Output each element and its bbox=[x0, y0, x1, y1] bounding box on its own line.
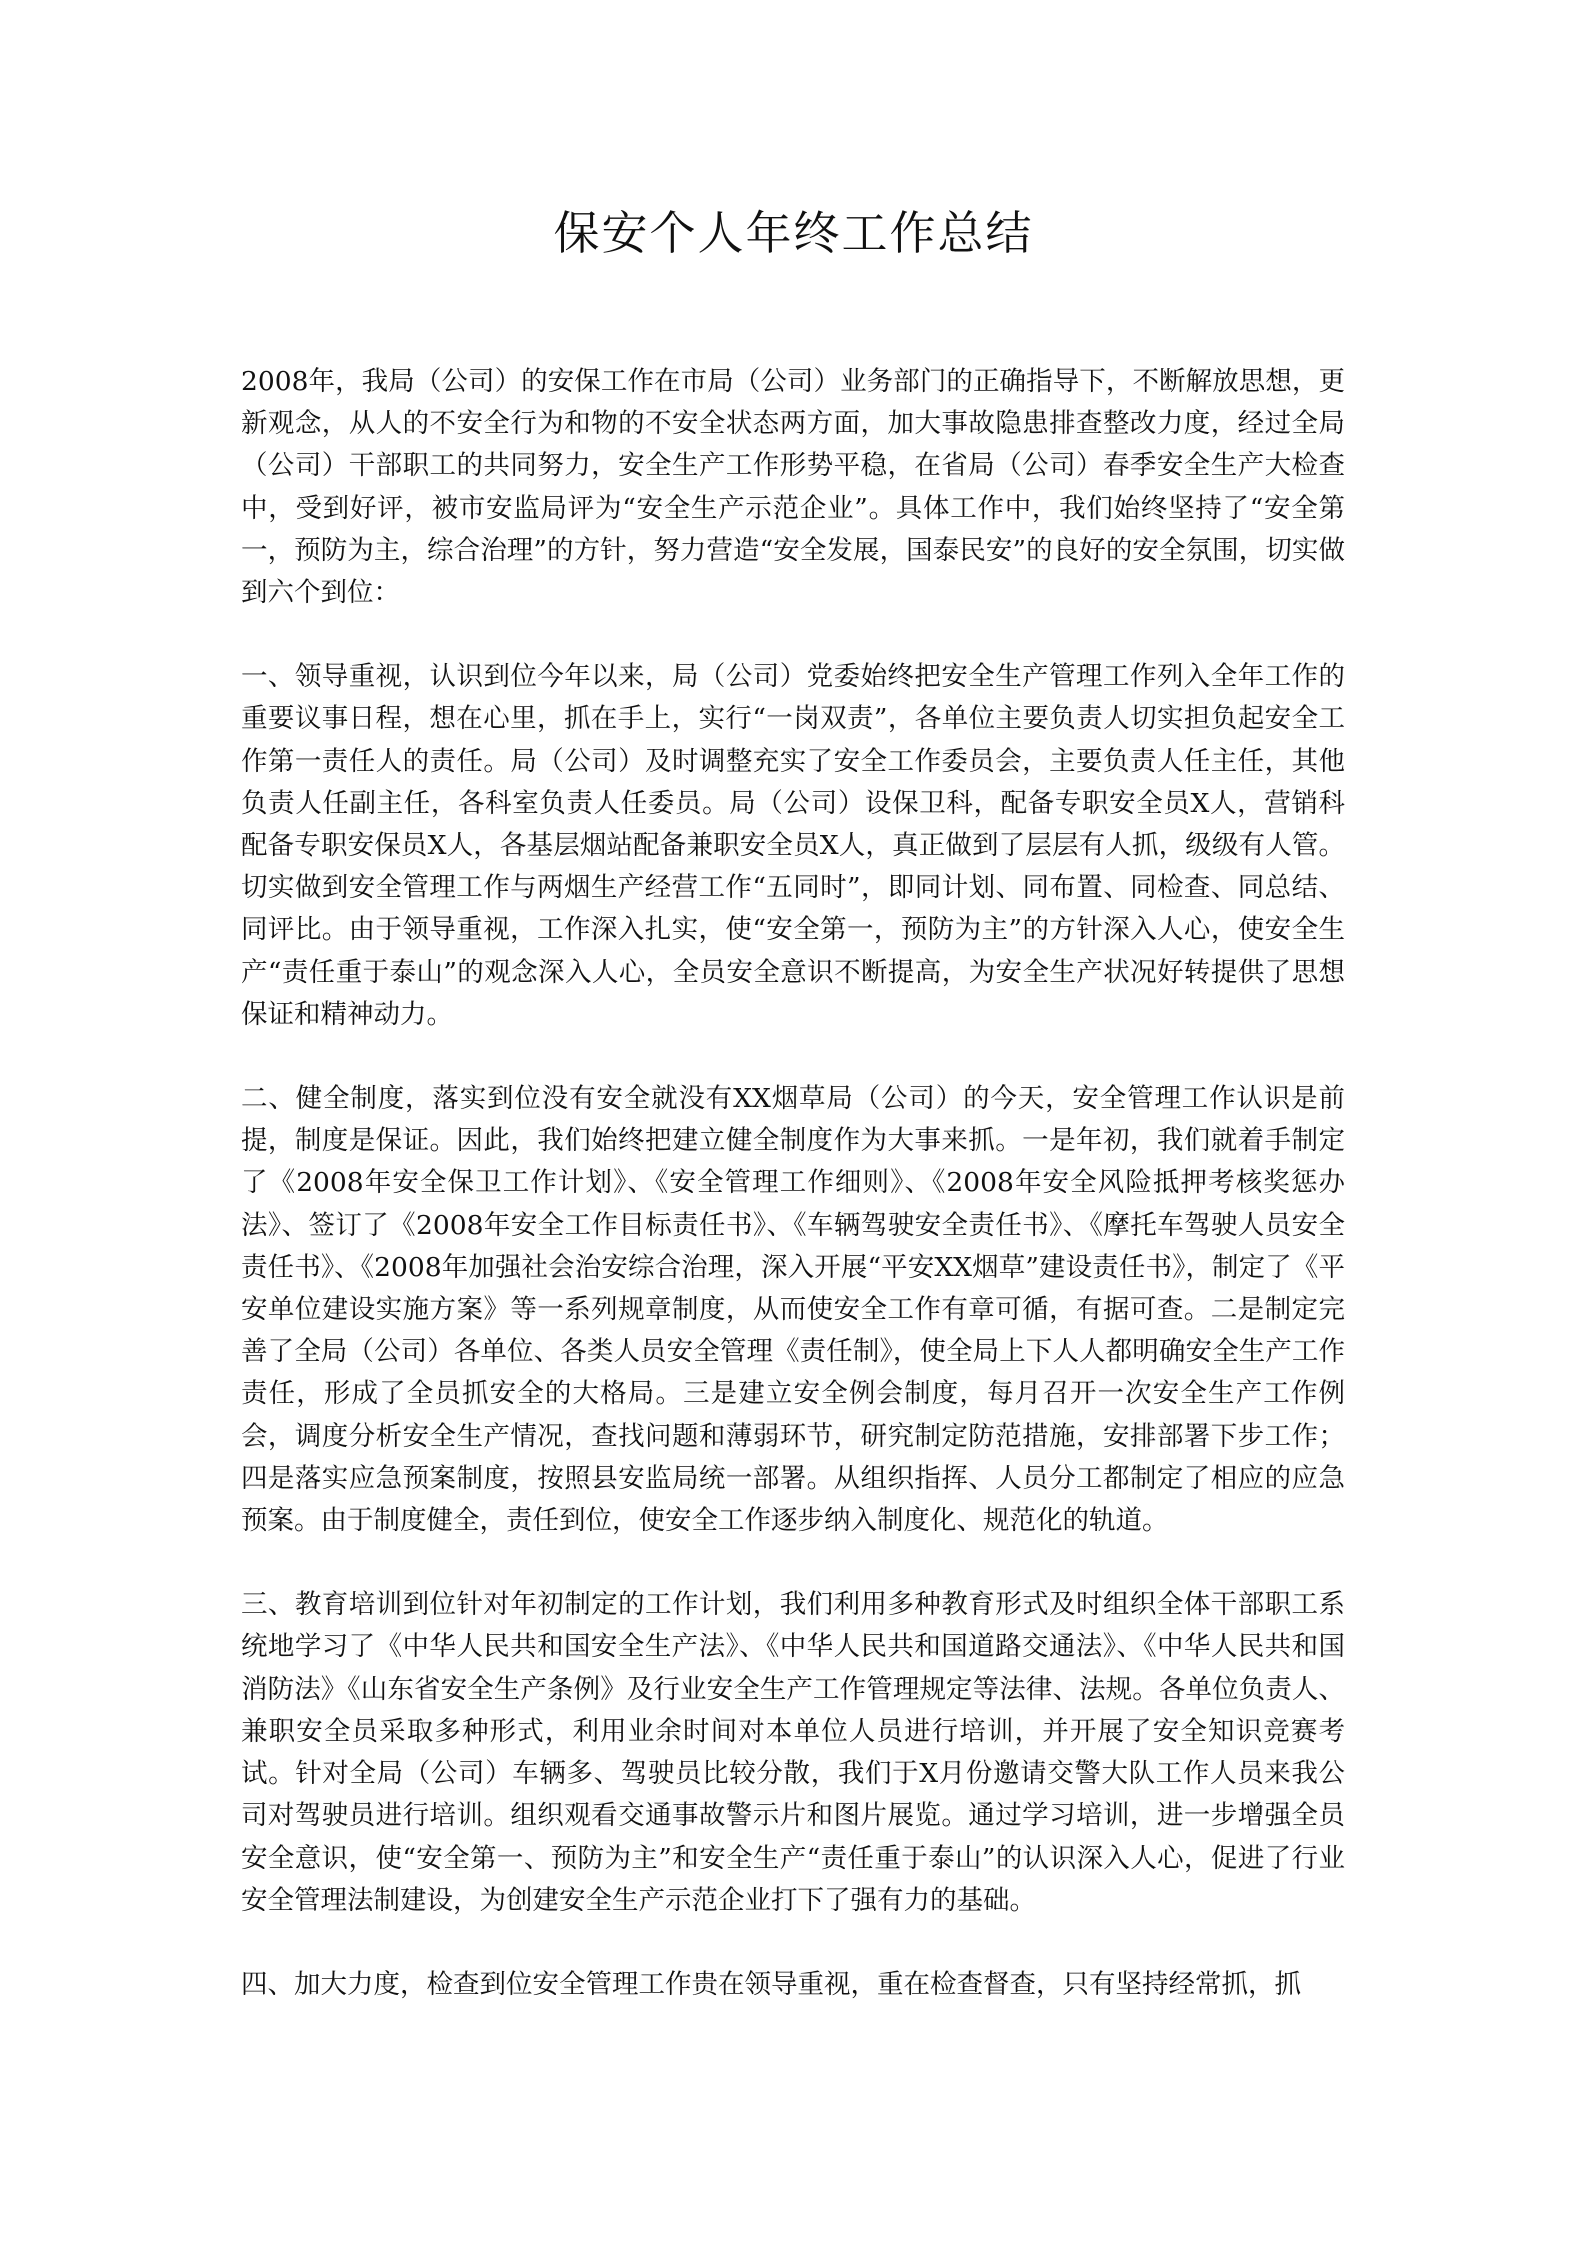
document-title: 保安个人年终工作总结 bbox=[553, 206, 1034, 260]
document-body bbox=[241, 361, 1345, 2048]
paragraph-section-3: 三、教育培训到位针对年初制定的工作计划，我们利用多种教育形式及时组织全体干部职工系统地学习了《中华人民共和国安全生产法》、《中华人民共和国道路交通法》、《中华人民共和国消防法》《山东省安全生产条例》及行业安全生产工作管理规定等法律、法规。各单位负责人、兼职安全员采取多种形式，利用业余时间对本单位人员进行培训，并开展了安全知识竞赛考试。针对全局（公司）车辆多、驾驶员比较分散，我们于X月份邀请交警大队工作人员来我公司对驾驶员进行培训。组织观看交通事故警示片和图片展览。通过学习培训，进一步增强全员安全意识，使“安全第一、预防为主”和安全生产“责任重于泰山”的认识深入人心，促进了行业安全管理法制建设，为创建安全生产示范企业打下了强有力的基础。 bbox=[241, 1589, 1345, 1916]
paragraph-section-2: 二、健全制度，落实到位没有安全就没有XX烟草局（公司）的今天，安全管理工作认识是前提，制度是保证。因此，我们始终把建立健全制度作为大事来抓。一是年初，我们就着手制定了《2008年安全保卫工作计划》、《安全管理工作细则》、《2008年安全风险抵押考核奖惩办法》、签订了《2008年安全工作目标责任书》、《车辆驾驶安全责任书》、《摩托车驾驶人员安全责任书》、《2008年加强社会治安综合治理，深入开展“平安XX烟草”建设责任书》，制定了《平安单位建设实施方案》等一系列规章制度，从而使安全工作有章可循，有据可查。二是制定完善了全局（公司）各单位、各类人员安全管理《责任制》，使全局上下人人都明确安全生产工作责任，形成了全员抓安全的大格局。三是建立安全例会制度，每月召开一次安全生产工作例会，调度分析安全生产情况，查找问题和薄弱环节，研究制定防范措施，安排部署下步工作；四是落实应急预案制度，按照县安监局统一部署。从组织指挥、人员分工都制定了相应的应急预案。由于制度健全，责任到位，使安全工作逐步纳入制度化、规范化的轨道。 bbox=[241, 1083, 1345, 1537]
paragraph-section-4: 四、加大力度，检查到位安全管理工作贵在领导重视，重在检查督查，只有坚持经常抓，抓 bbox=[241, 1968, 1301, 2000]
paragraph-section-1: 一、领导重视，认识到位今年以来，局（公司）党委始终把安全生产管理工作列入全年工作的重要议事日程，想在心里，抓在手上，实行“一岗双责”，各单位主要负责人切实担负起安全工作第一责任人的责任。局（公司）及时调整充实了安全工作委员会，主要负责人任主任，其他负责人任副主任，各科室负责人任委员。局（公司）设保卫科，配备专职安全员X人，营销科配备专职安保员X人，各基层烟站配备兼职安全员X人，真正做到了层层有人抓，级级有人管。切实做到安全管理工作与两烟生产经营工作“五同时”，即同计划、同布置、同检查、同总结、同评比。由于领导重视，工作深入扎实，使“安全第一，预防为主”的方针深入人心，使安全生产“责任重于泰山”的观念深入人心，全员安全意识不断提高，为安全生产状况好转提供了思想保证和精神动力。 bbox=[241, 661, 1345, 1030]
paragraph-intro: 2008年，我局（公司）的安保工作在市局（公司）业务部门的正确指导下，不断解放思想，更新观念，从人的不安全行为和物的不安全状态两方面，加大事故隐患排查整改力度，经过全局（公司）干部职工的共同努力，安全生产工作形势平稳，在省局（公司）春季安全生产大检查中，受到好评，被市安监局评为“安全生产示范企业”。具体工作中，我们始终坚持了“安全第一，预防为主，综合治理”的方针，努力营造“安全发展，国泰民安”的良好的安全氛围，切实做到六个到位： bbox=[241, 366, 1345, 609]
